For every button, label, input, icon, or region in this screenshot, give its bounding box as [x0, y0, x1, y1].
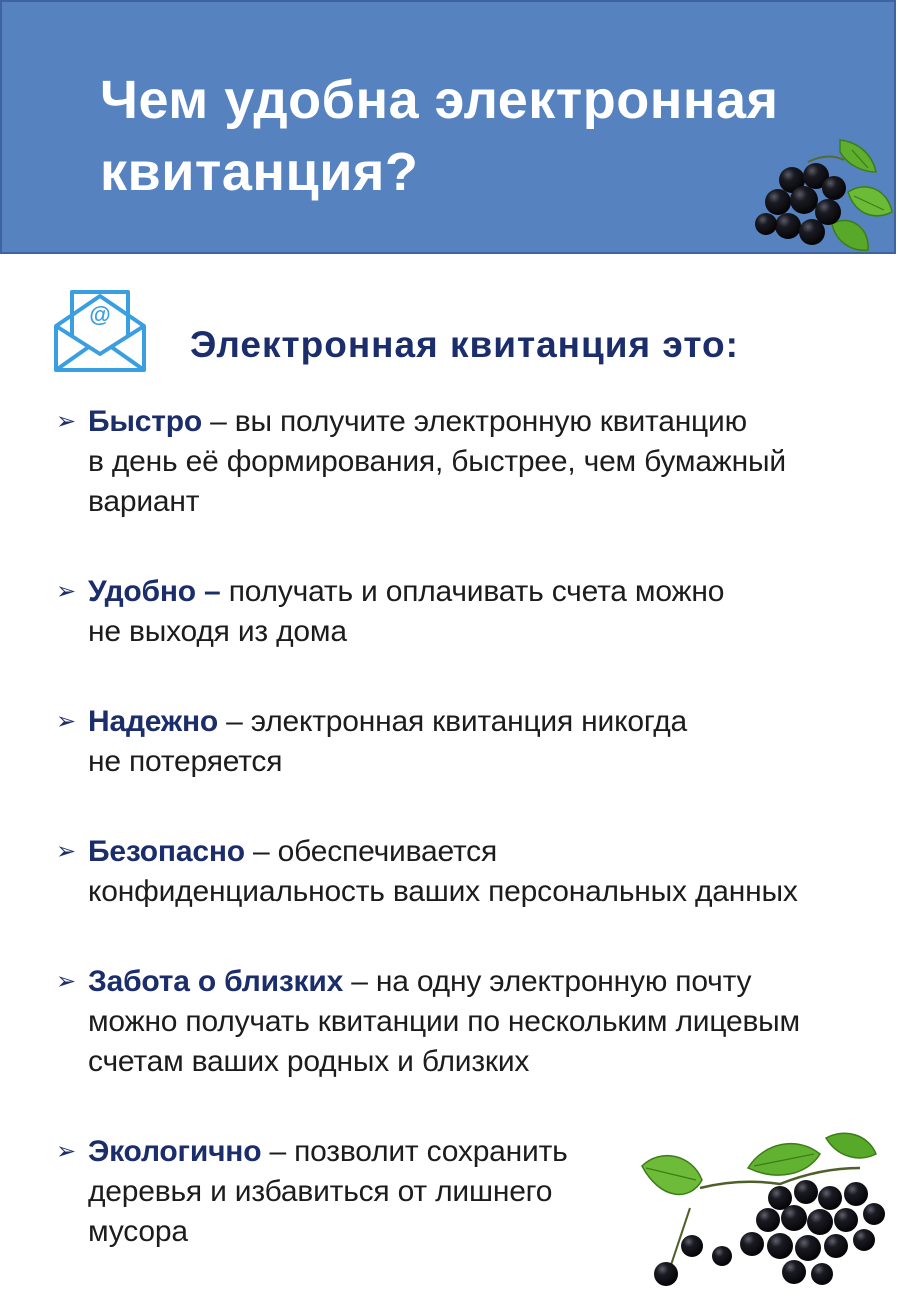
benefit-item-convenient: [56, 572, 724, 652]
benefit-line: можно получать квитанции по нескольким лицевым: [88, 1005, 800, 1038]
benefit-term: Быстро: [88, 405, 203, 438]
benefit-term: Забота о близких: [88, 965, 344, 998]
benefit-term: Экологично: [88, 1135, 262, 1168]
benefit-item-eco: [56, 1132, 568, 1252]
benefit-term: Удобно –: [88, 575, 221, 608]
benefit-term: Надежно: [88, 705, 218, 738]
svg-text:@: @: [89, 302, 111, 327]
arrowhead-bullet-icon: ➢: [56, 708, 77, 735]
benefit-line: обеспечивается: [277, 835, 497, 868]
benefit-line: получать и оплачивать счета можно: [228, 575, 725, 608]
benefit-line: счетам ваших родных и близких: [88, 1045, 530, 1078]
benefit-item-reliable: [56, 702, 687, 782]
benefit-line: вариант: [88, 485, 200, 518]
benefit-line: мусора: [88, 1215, 188, 1248]
benefit-text: Надежно – электронная квитанция никогда не потеряется: [88, 705, 688, 778]
benefit-line: в день её формирования, быстрее, чем бумажный: [88, 445, 786, 478]
benefit-item-care: [56, 962, 800, 1082]
benefit-item-fast: [56, 402, 786, 522]
title-line-1: Чем удобна электронная: [100, 70, 779, 130]
blackcurrant-top-image: [748, 132, 894, 260]
blackcurrant-bottom-image: [630, 1128, 900, 1300]
benefit-line: конфиденциальность ваших персональных данных: [88, 875, 798, 908]
arrowhead-bullet-icon: ➢: [56, 838, 77, 865]
benefit-line: не выходя из дома: [88, 615, 347, 648]
arrowhead-bullet-icon: ➢: [56, 968, 77, 995]
benefit-text: [88, 572, 724, 652]
benefit-line: не потеряется: [88, 745, 283, 778]
benefit-line: электронная квитанция никогда: [250, 705, 688, 738]
benefit-line: на одну электронную почту: [375, 965, 752, 998]
benefit-text: Экологично – позволит сохранить деревья и избавиться от лишнего мусора: [88, 1135, 568, 1248]
title-line-2: квитанция?: [100, 142, 419, 202]
page-title: [100, 64, 780, 208]
benefit-line: деревья и избавиться от лишнего: [88, 1175, 553, 1208]
benefit-text: Безопасно – обеспечивается конфиденциальность ваших персональных данных: [88, 835, 798, 908]
benefit-item-secure: [56, 832, 798, 912]
arrowhead-bullet-icon: ➢: [56, 1138, 77, 1165]
arrowhead-bullet-icon: ➢: [56, 578, 77, 605]
benefit-text: Быстро – вы получите электронную квитанцию в день её формирования, быстрее, чем бумажный вариант: [88, 405, 786, 518]
benefit-term: Безопасно: [88, 835, 245, 868]
section-subtitle: Электронная квитанция это:: [190, 324, 739, 365]
arrowhead-bullet-icon: ➢: [56, 408, 77, 435]
benefit-line: позволит сохранить: [294, 1135, 568, 1168]
benefit-text: Забота о близких – на одну электронную почту можно получать квитанции по нескольким лицевым счетам ваших родных и близких: [88, 965, 800, 1078]
benefit-line: вы получите электронную квитанцию: [234, 405, 747, 438]
email-envelope-icon: [52, 288, 148, 374]
